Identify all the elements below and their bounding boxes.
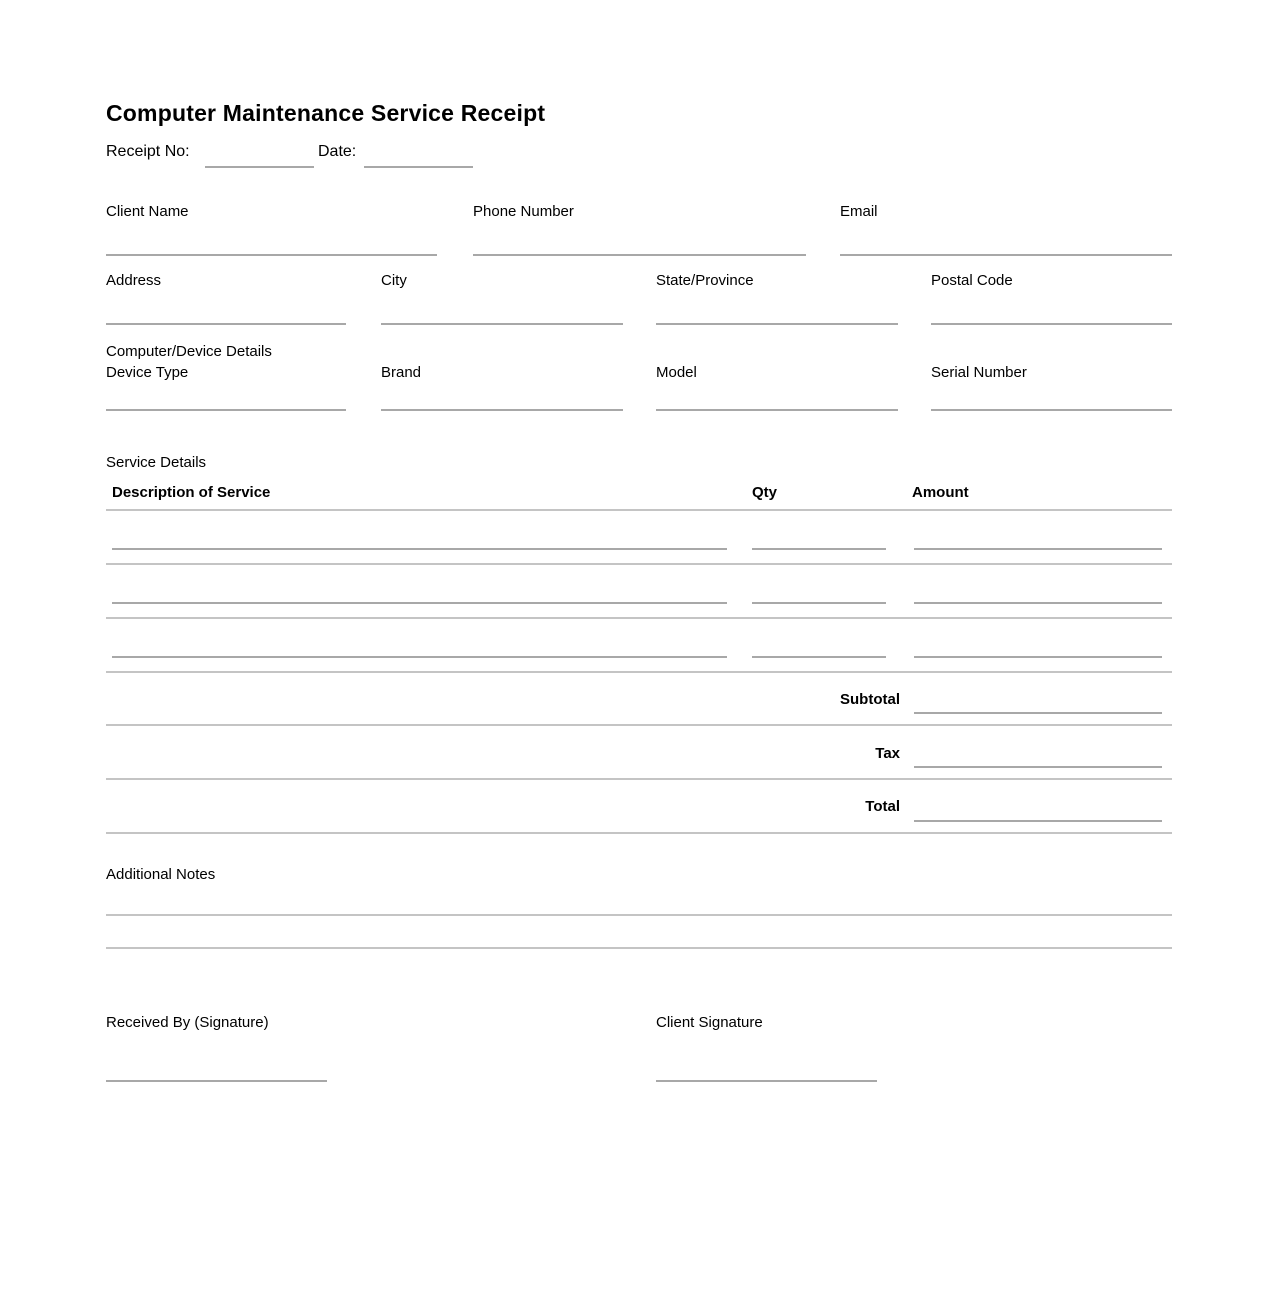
subtotal-field[interactable] [914, 712, 1162, 714]
service-col-qty: Qty [752, 484, 778, 501]
model-field[interactable] [656, 409, 898, 411]
receipt-no-field[interactable] [205, 166, 314, 168]
table-header-divider [106, 509, 1172, 511]
state-province-label: State/Province [656, 272, 754, 289]
receipt-no-label: Receipt No: [106, 143, 190, 160]
device-section-label: Computer/Device Details [106, 343, 272, 360]
service-amount-field[interactable] [914, 656, 1162, 658]
client-signature-label: Client Signature [656, 1014, 763, 1031]
email-label: Email [840, 203, 878, 220]
service-section-label: Service Details [106, 454, 207, 471]
client-name-label: Client Name [106, 203, 189, 220]
city-field[interactable] [381, 323, 623, 325]
email-field[interactable] [840, 254, 1172, 256]
total-field[interactable] [914, 820, 1162, 822]
device-type-field[interactable] [106, 409, 346, 411]
brand-label: Brand [381, 364, 422, 381]
service-amount-field[interactable] [914, 602, 1162, 604]
row-divider [106, 617, 1172, 619]
phone-number-label: Phone Number [473, 203, 574, 220]
state-province-field[interactable] [656, 323, 898, 325]
notes-line-1-field[interactable] [106, 914, 1172, 916]
service-qty-field[interactable] [752, 602, 886, 604]
device-type-label: Device Type [106, 364, 189, 381]
row-divider [106, 671, 1172, 673]
address-label: Address [106, 272, 162, 289]
phone-number-field[interactable] [473, 254, 806, 256]
client-name-field[interactable] [106, 254, 437, 256]
model-label: Model [656, 364, 697, 381]
serial-number-label: Serial Number [931, 364, 1027, 381]
received-by-signature-field[interactable] [106, 1080, 327, 1082]
date-field[interactable] [364, 166, 473, 168]
row-divider [106, 724, 1172, 726]
address-field[interactable] [106, 323, 346, 325]
city-label: City [381, 272, 407, 289]
total-label: Total [865, 798, 900, 815]
row-divider [106, 563, 1172, 565]
received-by-label: Received By (Signature) [106, 1014, 269, 1031]
subtotal-label: Subtotal [840, 691, 900, 708]
brand-field[interactable] [381, 409, 623, 411]
tax-field[interactable] [914, 766, 1162, 768]
row-divider [106, 778, 1172, 780]
service-col-description: Description of Service [112, 484, 271, 501]
service-qty-field[interactable] [752, 656, 886, 658]
service-description-field[interactable] [112, 548, 727, 550]
service-amount-field[interactable] [914, 548, 1162, 550]
client-signature-field[interactable] [656, 1080, 877, 1082]
notes-line-2-field[interactable] [106, 947, 1172, 949]
service-col-amount: Amount [912, 484, 969, 501]
service-description-field[interactable] [112, 656, 727, 658]
postal-code-field[interactable] [931, 323, 1172, 325]
additional-notes-label: Additional Notes [106, 866, 216, 883]
tax-label: Tax [875, 745, 900, 762]
page-title: Computer Maintenance Service Receipt [106, 100, 546, 126]
date-label: Date: [318, 143, 357, 160]
serial-number-field[interactable] [931, 409, 1172, 411]
service-description-field[interactable] [112, 602, 727, 604]
service-qty-field[interactable] [752, 548, 886, 550]
row-divider [106, 832, 1172, 834]
postal-code-label: Postal Code [931, 272, 1013, 289]
